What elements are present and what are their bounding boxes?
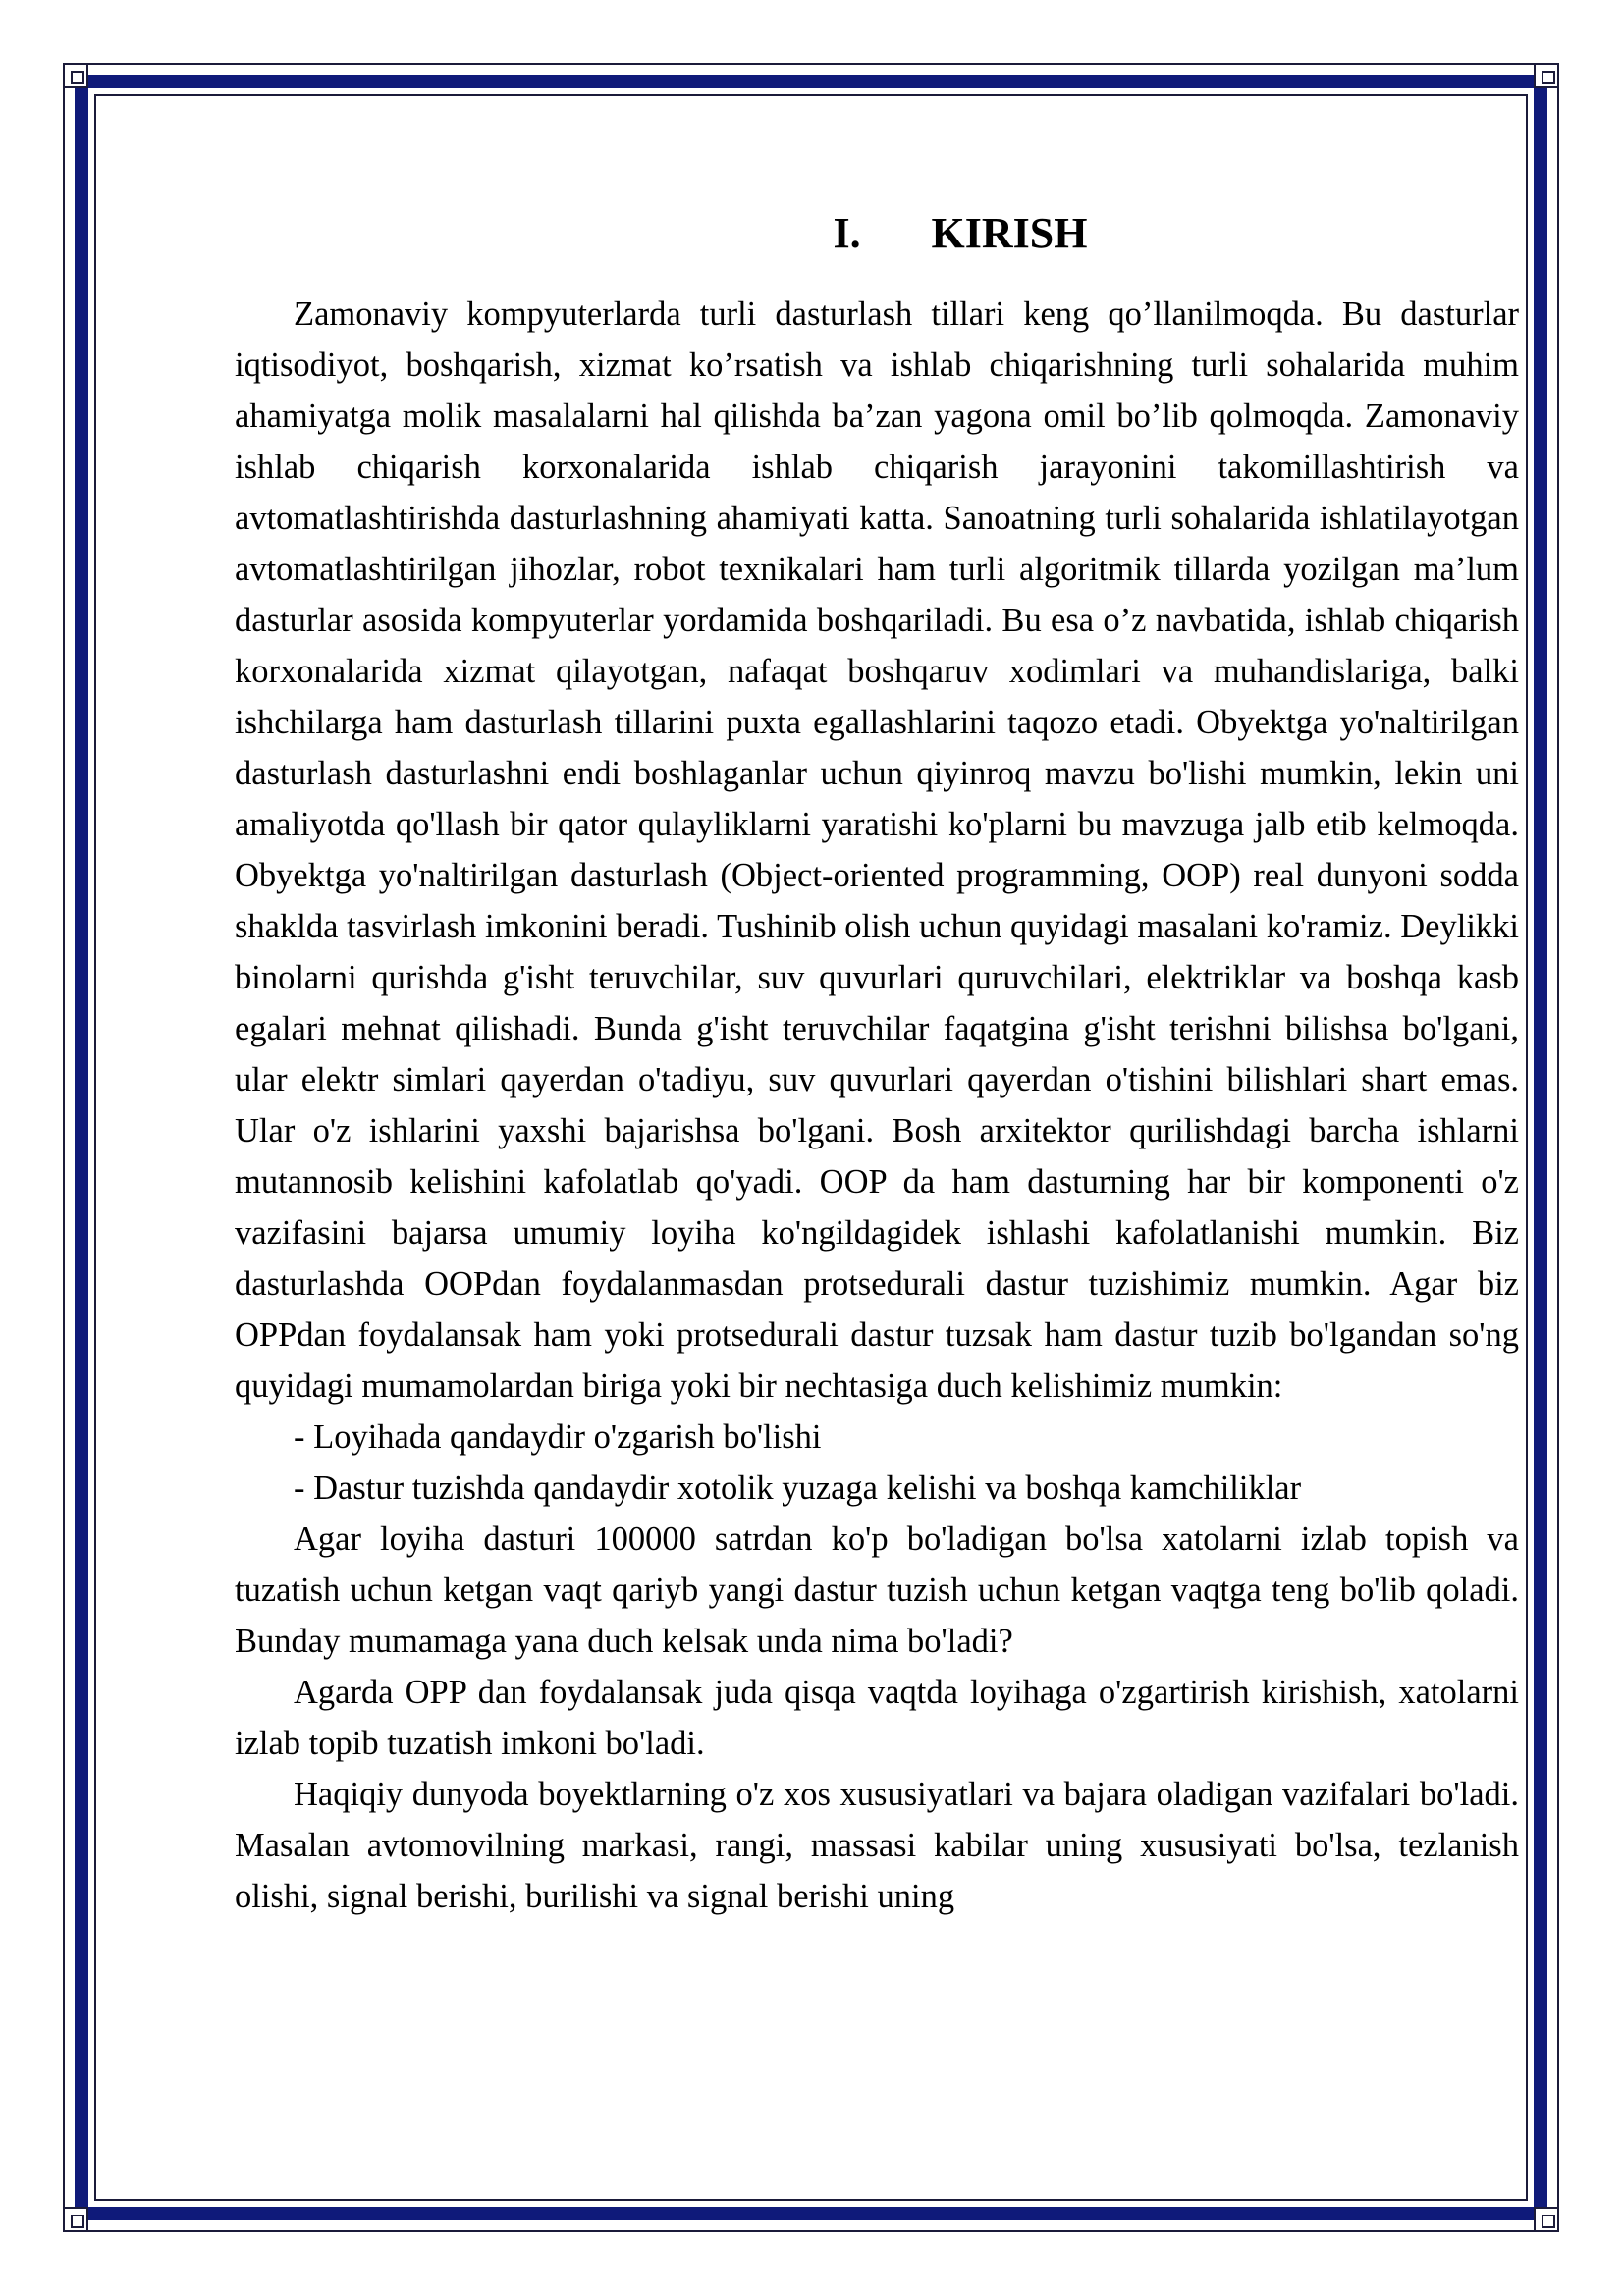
section-heading	[235, 204, 1519, 263]
border-corner-top-right-icon	[1534, 63, 1559, 88]
list-item: - Loyihada qandaydir o'zgarish bo'lishi	[294, 1418, 822, 1456]
border-corner-top-left-icon	[63, 63, 88, 88]
section-number: I.	[833, 209, 861, 257]
paragraph: Zamonaviy kompyuterlarda turli dasturlash tillari keng qo’llanilmoqda. Bu dasturlar iqtisodiyot, boshqarish, xizmat ko’rsatish va ishlab chiqarishning turli sohalarida muhim ahamiyatga molik masalalarni hal qilishda ba’zan yagona omil bo’lib qolmoqda. Zamonaviy ishlab chiqarish korxonalarida ishlab chiqarish jarayonini takomillashtirish va avtomatlashtirishda dasturlashning ahamiyati katta. Sanoatning turli sohalarida ishlatilayotgan avtomatlashtirilgan jihozlar, robot texnikalari ham turli algoritmik tillarda yozilgan ma’lum dasturlar asosida kompyuterlar yordamida boshqariladi. Bu esa o’z navbatida, ishlab chiqarish korxonalarida xizmat qilayotgan, nafaqat boshqaruv xodimlari va muhandislariga, balki ishchilarga ham dasturlash tillarini puxta egallashlarini taqozo etadi. Obyektga yo'naltirilgan dasturlash dasturlashni endi boshlaganlar uchun qiyinroq mavzu bo'lishi mumkin, lekin uni amaliyotda qo'llash bir qator qulayliklarni yaratishi ko'plarni bu mavzuga jalb etib kelmoqda. Obyektga yo'naltirilgan dasturlash (Object-oriented programming, OOP) real dunyoni sodda shaklda tasvirlash imkonini beradi. Tushinib olish uchun quyidagi masalani ko'ramiz. Deylikki binolarni qurishda g'isht teruvchilar, suv quvurlari quruvchilari, elektriklar va boshqa kasb egalari mehnat qilishadi. Bunda g'isht teruvchilar faqatgina g'isht terishni bilishsa bo'lgani, ular elektr simlari qayerdan o'tadiyu, suv quvurlari qayerdan o'tishini bilishlari shart emas. Ular o'z ishlarini yaxshi bajarishsa bo'lgani. Bosh arxitektor qurilishdagi barcha ishlarni mutannosib kelishini kafolatlab qo'yadi. OOP da ham dasturning har bir komponenti o'z vazifasini bajarsa umumiy loyiha ko'ngildagidek ishlashi kafolatlanishi mumkin. Biz dasturlashda OOPdan foydalanmasdan protsedurali dastur tuzishimiz mumkin. Agar biz OPPdan foydalansak ham yoki protsedurali dastur tuzsak ham dastur tuzib bo'lgandan so'ng quyidagi mumamolardan biriga yoki bir nechtasiga duch kelishimiz mumkin:	[235, 295, 1519, 1405]
list-item: - Dastur tuzishda qandaydir xotolik yuzaga kelishi va boshqa kamchiliklar	[294, 1469, 1302, 1507]
section-title: KIRISH	[931, 209, 1088, 257]
paragraph: Haqiqiy dunyoda boyektlarning o'z xos xususiyatlari va bajara oladigan vazifalari bo'ladi. Masalan avtomovilning markasi, rangi, massasi kabilar uning xususiyati bo'lsa, tezlanish olishi, signal berishi, burilishi va signal berishi uning	[235, 1776, 1519, 1915]
border-corner-bottom-left-icon	[63, 2207, 88, 2232]
paragraph: Agarda OPP dan foydalansak juda qisqa vaqtda loyihaga o'zgartirish kirishish, xatolarni izlab topib tuzatish imkoni bo'ladi.	[235, 1674, 1519, 1762]
paragraph: Agar loyiha dasturi 100000 satrdan ko'p bo'ladigan bo'lsa xatolarni izlab topish va tuzatish uchun ketgan vaqt qariyb yangi dastur tuzish uchun ketgan vaqtga teng bo'lib qoladi. Bunday mumamaga yana duch kelsak unda nima bo'ladi?	[235, 1521, 1519, 1660]
border-corner-bottom-right-icon	[1534, 2207, 1559, 2232]
document-body	[235, 204, 1519, 1922]
